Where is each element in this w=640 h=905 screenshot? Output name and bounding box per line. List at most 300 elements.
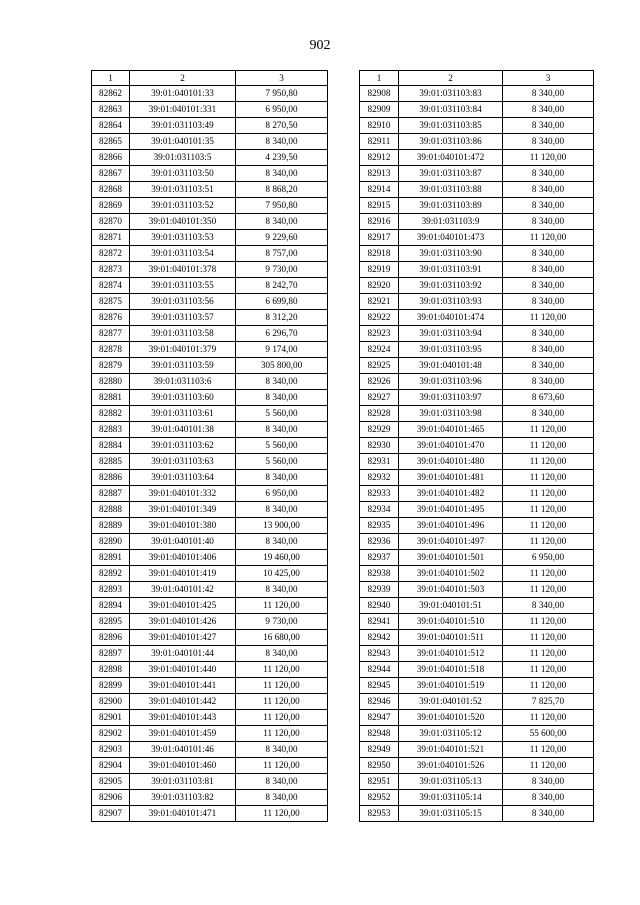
row-number-cell: 82899 [92,678,130,694]
cadastral-number-cell: 39:01:040101:419 [130,566,236,582]
cadastral-number-cell: 39:01:040101:51 [399,598,503,614]
row-number-cell: 82919 [360,262,399,278]
row-number-cell: 82908 [360,86,399,102]
row-number-cell: 82907 [92,806,130,822]
row-number-cell: 82917 [360,230,399,246]
cadastral-number-cell: 39:01:031103:96 [399,374,503,390]
value-cell: 8 340,00 [236,390,328,406]
value-cell: 5 560,00 [236,454,328,470]
column-header-cadastral: 2 [399,71,503,86]
cadastral-number-cell: 39:01:031103:85 [399,118,503,134]
table-row [92,566,328,582]
table-row [92,470,328,486]
cadastral-number-cell: 39:01:040101:520 [399,710,503,726]
cadastral-number-cell: 39:01:031103:56 [130,294,236,310]
cadastral-number-cell: 39:01:040101:511 [399,630,503,646]
value-cell: 8 340,00 [236,502,328,518]
row-number-cell: 82863 [92,102,130,118]
cadastral-number-cell: 39:01:040101:482 [399,486,503,502]
row-number-cell: 82947 [360,710,399,726]
table-row [360,550,594,566]
cadastral-number-cell: 39:01:040101:331 [130,102,236,118]
table-row [360,166,594,182]
value-cell: 8 340,00 [503,246,594,262]
row-number-cell: 82900 [92,694,130,710]
table-row [360,150,594,166]
table-row [360,566,594,582]
row-number-cell: 82944 [360,662,399,678]
cadastral-number-cell: 39:01:040101:440 [130,662,236,678]
value-cell: 4 239,50 [236,150,328,166]
value-cell: 9 229,60 [236,230,328,246]
header-row [360,71,594,86]
cadastral-number-cell: 39:01:040101:378 [130,262,236,278]
value-cell: 8 340,00 [236,790,328,806]
table-row [360,262,594,278]
cadastral-number-cell: 39:01:031103:93 [399,294,503,310]
table-row [92,214,328,230]
table-row [360,694,594,710]
cadastral-number-cell: 39:01:040101:519 [399,678,503,694]
cadastral-number-cell: 39:01:031103:95 [399,342,503,358]
row-number-cell: 82951 [360,774,399,790]
row-number-cell: 82920 [360,278,399,294]
cadastral-number-cell: 39:01:040101:497 [399,534,503,550]
value-cell: 19 460,00 [236,550,328,566]
value-cell: 8 340,00 [236,774,328,790]
row-number-cell: 82888 [92,502,130,518]
value-cell: 8 270,50 [236,118,328,134]
page-number: 902 [309,38,331,53]
cadastral-number-cell: 39:01:040101:48 [399,358,503,374]
cadastral-number-cell: 39:01:031103:61 [130,406,236,422]
column-header-number: 1 [360,71,399,86]
cadastral-number-cell: 39:01:040101:425 [130,598,236,614]
value-cell: 11 120,00 [503,438,594,454]
row-number-cell: 82938 [360,566,399,582]
cadastral-number-cell: 39:01:031103:51 [130,182,236,198]
value-cell: 8 340,00 [236,742,328,758]
registry-table-right [359,70,594,822]
value-cell: 8 673,60 [503,390,594,406]
row-number-cell: 82918 [360,246,399,262]
value-cell: 6 296,70 [236,326,328,342]
table-row [360,342,594,358]
row-number-cell: 82949 [360,742,399,758]
cadastral-number-cell: 39:01:031103:54 [130,246,236,262]
row-number-cell: 82879 [92,358,130,374]
cadastral-number-cell: 39:01:040101:473 [399,230,503,246]
value-cell: 8 340,00 [236,470,328,486]
row-number-cell: 82936 [360,534,399,550]
table-row [360,630,594,646]
row-number-cell: 82904 [92,758,130,774]
value-cell: 8 340,00 [236,534,328,550]
table-row [92,454,328,470]
cadastral-number-cell: 39:01:040101:512 [399,646,503,662]
row-number-cell: 82906 [92,790,130,806]
row-number-cell: 82923 [360,326,399,342]
cadastral-number-cell: 39:01:031103:59 [130,358,236,374]
table-row [360,678,594,694]
value-cell: 8 340,00 [503,86,594,102]
cadastral-number-cell: 39:01:031103:82 [130,790,236,806]
cadastral-number-cell: 39:01:031103:63 [130,454,236,470]
cadastral-number-cell: 39:01:040101:502 [399,566,503,582]
value-cell: 11 120,00 [503,646,594,662]
cadastral-number-cell: 39:01:040101:526 [399,758,503,774]
value-cell: 8 340,00 [503,598,594,614]
table-row [92,598,328,614]
table-row [360,214,594,230]
cadastral-number-cell: 39:01:040101:501 [399,550,503,566]
value-cell: 8 757,00 [236,246,328,262]
row-number-cell: 82916 [360,214,399,230]
table-row [92,326,328,342]
table-row [92,582,328,598]
value-cell: 8 340,00 [503,182,594,198]
value-cell: 11 120,00 [503,614,594,630]
cadastral-number-cell: 39:01:031103:86 [399,134,503,150]
table-body [360,86,594,822]
table-row [92,486,328,502]
row-number-cell: 82910 [360,118,399,134]
table-row [360,502,594,518]
cadastral-number-cell: 39:01:031103:87 [399,166,503,182]
table-row [92,86,328,102]
row-number-cell: 82937 [360,550,399,566]
table-row [92,614,328,630]
table-row [92,742,328,758]
value-cell: 11 120,00 [503,470,594,486]
cadastral-number-cell: 39:01:040101:38 [130,422,236,438]
row-number-cell: 82867 [92,166,130,182]
value-cell: 8 340,00 [236,134,328,150]
value-cell: 8 340,00 [503,326,594,342]
value-cell: 11 120,00 [503,582,594,598]
row-number-cell: 82940 [360,598,399,614]
column-header-value: 3 [236,71,328,86]
value-cell: 8 340,00 [503,278,594,294]
value-cell: 11 120,00 [236,694,328,710]
table-row [360,582,594,598]
table-row [92,166,328,182]
cadastral-number-cell: 39:01:031103:9 [399,214,503,230]
value-cell: 11 120,00 [503,310,594,326]
table-row [360,454,594,470]
table-row [360,518,594,534]
table-row [360,390,594,406]
value-cell: 8 868,20 [236,182,328,198]
value-cell: 11 120,00 [503,502,594,518]
row-number-cell: 82898 [92,662,130,678]
cadastral-number-cell: 39:01:031103:98 [399,406,503,422]
table-row [92,534,328,550]
cadastral-number-cell: 39:01:031103:92 [399,278,503,294]
cadastral-number-cell: 39:01:040101:35 [130,134,236,150]
row-number-cell: 82935 [360,518,399,534]
table-row [92,438,328,454]
value-cell: 7 950,80 [236,198,328,214]
cadastral-number-cell: 39:01:040101:40 [130,534,236,550]
cadastral-number-cell: 39:01:040101:46 [130,742,236,758]
table-row [92,646,328,662]
cadastral-number-cell: 39:01:040101:350 [130,214,236,230]
table-row [92,758,328,774]
table-row [92,342,328,358]
table-row [92,278,328,294]
table-row [92,150,328,166]
value-cell: 11 120,00 [236,806,328,822]
value-cell: 5 560,00 [236,438,328,454]
cadastral-number-cell: 39:01:040101:472 [399,150,503,166]
value-cell: 8 340,00 [503,262,594,278]
table-row [360,86,594,102]
table-row [92,374,328,390]
cadastral-number-cell: 39:01:031103:58 [130,326,236,342]
header-row [92,71,328,86]
table-row [360,294,594,310]
table-row [92,422,328,438]
cadastral-number-cell: 39:01:040101:481 [399,470,503,486]
table-row [360,182,594,198]
value-cell: 8 340,00 [503,358,594,374]
row-number-cell: 82903 [92,742,130,758]
cadastral-number-cell: 39:01:031103:62 [130,438,236,454]
value-cell: 11 120,00 [503,230,594,246]
value-cell: 8 340,00 [503,406,594,422]
registry-table-left [91,70,328,822]
value-cell: 6 950,00 [236,486,328,502]
value-cell: 11 120,00 [503,566,594,582]
table-row [360,742,594,758]
row-number-cell: 82870 [92,214,130,230]
row-number-cell: 82909 [360,102,399,118]
row-number-cell: 82941 [360,614,399,630]
cadastral-number-cell: 39:01:040101:470 [399,438,503,454]
table-row [360,806,594,822]
cadastral-number-cell: 39:01:031103:5 [130,150,236,166]
value-cell: 11 120,00 [503,150,594,166]
row-number-cell: 82931 [360,454,399,470]
row-number-cell: 82948 [360,726,399,742]
column-header-number: 1 [92,71,130,86]
value-cell: 7 950,80 [236,86,328,102]
row-number-cell: 82874 [92,278,130,294]
value-cell: 13 900,00 [236,518,328,534]
table-row [92,806,328,822]
row-number-cell: 82929 [360,422,399,438]
cadastral-number-cell: 39:01:040101:459 [130,726,236,742]
table-row [360,662,594,678]
table-row [92,406,328,422]
cadastral-number-cell: 39:01:040101:510 [399,614,503,630]
table-row [92,710,328,726]
cadastral-number-cell: 39:01:040101:42 [130,582,236,598]
table-row [360,470,594,486]
table-row [360,118,594,134]
row-number-cell: 82942 [360,630,399,646]
cadastral-number-cell: 39:01:040101:496 [399,518,503,534]
cadastral-number-cell: 39:01:031103:49 [130,118,236,134]
value-cell: 11 120,00 [503,630,594,646]
row-number-cell: 82928 [360,406,399,422]
value-cell: 8 340,00 [503,342,594,358]
table-row [360,134,594,150]
row-number-cell: 82890 [92,534,130,550]
table-body [92,86,328,822]
cadastral-number-cell: 39:01:040101:471 [130,806,236,822]
row-number-cell: 82869 [92,198,130,214]
table-row [360,374,594,390]
value-cell: 11 120,00 [236,726,328,742]
row-number-cell: 82894 [92,598,130,614]
value-cell: 8 340,00 [503,198,594,214]
row-number-cell: 82886 [92,470,130,486]
row-number-cell: 82877 [92,326,130,342]
value-cell: 5 560,00 [236,406,328,422]
cadastral-number-cell: 39:01:031103:81 [130,774,236,790]
row-number-cell: 82911 [360,134,399,150]
row-number-cell: 82896 [92,630,130,646]
row-number-cell: 82862 [92,86,130,102]
row-number-cell: 82914 [360,182,399,198]
value-cell: 11 120,00 [236,758,328,774]
value-cell: 11 120,00 [503,534,594,550]
value-cell: 8 340,00 [503,102,594,118]
table-row [360,310,594,326]
table-row [92,102,328,118]
row-number-cell: 82881 [92,390,130,406]
cadastral-number-cell: 39:01:040101:379 [130,342,236,358]
row-number-cell: 82905 [92,774,130,790]
cadastral-number-cell: 39:01:031103:83 [399,86,503,102]
cadastral-number-cell: 39:01:031103:89 [399,198,503,214]
row-number-cell: 82893 [92,582,130,598]
row-number-cell: 82953 [360,806,399,822]
value-cell: 11 120,00 [236,710,328,726]
table-row [92,198,328,214]
cadastral-number-cell: 39:01:031103:6 [130,374,236,390]
value-cell: 8 340,00 [236,166,328,182]
table-row [92,774,328,790]
cadastral-number-cell: 39:01:040101:495 [399,502,503,518]
cadastral-number-cell: 39:01:031105:14 [399,790,503,806]
table-row [360,710,594,726]
value-cell: 11 120,00 [503,454,594,470]
table-row [360,358,594,374]
cadastral-number-cell: 39:01:040101:480 [399,454,503,470]
value-cell: 8 340,00 [503,166,594,182]
row-number-cell: 82895 [92,614,130,630]
column-header-cadastral: 2 [130,71,236,86]
row-number-cell: 82915 [360,198,399,214]
row-number-cell: 82925 [360,358,399,374]
table-row [360,646,594,662]
table-row [360,102,594,118]
table-row [92,390,328,406]
cadastral-number-cell: 39:01:040101:465 [399,422,503,438]
table-row [360,790,594,806]
row-number-cell: 82921 [360,294,399,310]
table-row [360,534,594,550]
cadastral-number-cell: 39:01:031103:55 [130,278,236,294]
row-number-cell: 82913 [360,166,399,182]
value-cell: 11 120,00 [236,662,328,678]
row-number-cell: 82943 [360,646,399,662]
row-number-cell: 82939 [360,582,399,598]
row-number-cell: 82932 [360,470,399,486]
table-row [360,230,594,246]
cadastral-number-cell: 39:01:040101:521 [399,742,503,758]
table-row [92,550,328,566]
cadastral-number-cell: 39:01:040101:33 [130,86,236,102]
cadastral-number-cell: 39:01:040101:52 [399,694,503,710]
cadastral-number-cell: 39:01:031103:50 [130,166,236,182]
value-cell: 8 340,00 [503,806,594,822]
value-cell: 11 120,00 [503,678,594,694]
table-row [360,438,594,454]
value-cell: 6 950,00 [236,102,328,118]
row-number-cell: 82912 [360,150,399,166]
table-row [360,614,594,630]
table-row [92,262,328,278]
value-cell: 8 340,00 [236,582,328,598]
cadastral-number-cell: 39:01:040101:518 [399,662,503,678]
table-row [92,294,328,310]
cadastral-number-cell: 39:01:031103:52 [130,198,236,214]
row-number-cell: 82926 [360,374,399,390]
table-row [92,310,328,326]
row-number-cell: 82871 [92,230,130,246]
value-cell: 9 730,00 [236,262,328,278]
cadastral-number-cell: 39:01:031105:12 [399,726,503,742]
row-number-cell: 82864 [92,118,130,134]
cadastral-number-cell: 39:01:040101:380 [130,518,236,534]
table-row [92,630,328,646]
table-row [92,502,328,518]
row-number-cell: 82878 [92,342,130,358]
cadastral-number-cell: 39:01:040101:460 [130,758,236,774]
cadastral-number-cell: 39:01:031103:94 [399,326,503,342]
row-number-cell: 82876 [92,310,130,326]
value-cell: 11 120,00 [503,662,594,678]
row-number-cell: 82865 [92,134,130,150]
table-row [92,118,328,134]
value-cell: 16 680,00 [236,630,328,646]
table-row [92,726,328,742]
row-number-cell: 82901 [92,710,130,726]
cadastral-number-cell: 39:01:040101:44 [130,646,236,662]
table-row [92,134,328,150]
value-cell: 11 120,00 [503,486,594,502]
table-row [92,358,328,374]
row-number-cell: 82889 [92,518,130,534]
row-number-cell: 82902 [92,726,130,742]
row-number-cell: 82946 [360,694,399,710]
cadastral-number-cell: 39:01:040101:349 [130,502,236,518]
value-cell: 11 120,00 [503,422,594,438]
cadastral-number-cell: 39:01:040101:332 [130,486,236,502]
value-cell: 55 600,00 [503,726,594,742]
row-number-cell: 82950 [360,758,399,774]
row-number-cell: 82897 [92,646,130,662]
value-cell: 11 120,00 [503,710,594,726]
cadastral-number-cell: 39:01:031103:57 [130,310,236,326]
value-cell: 11 120,00 [503,758,594,774]
table-row [360,198,594,214]
table-row [360,278,594,294]
